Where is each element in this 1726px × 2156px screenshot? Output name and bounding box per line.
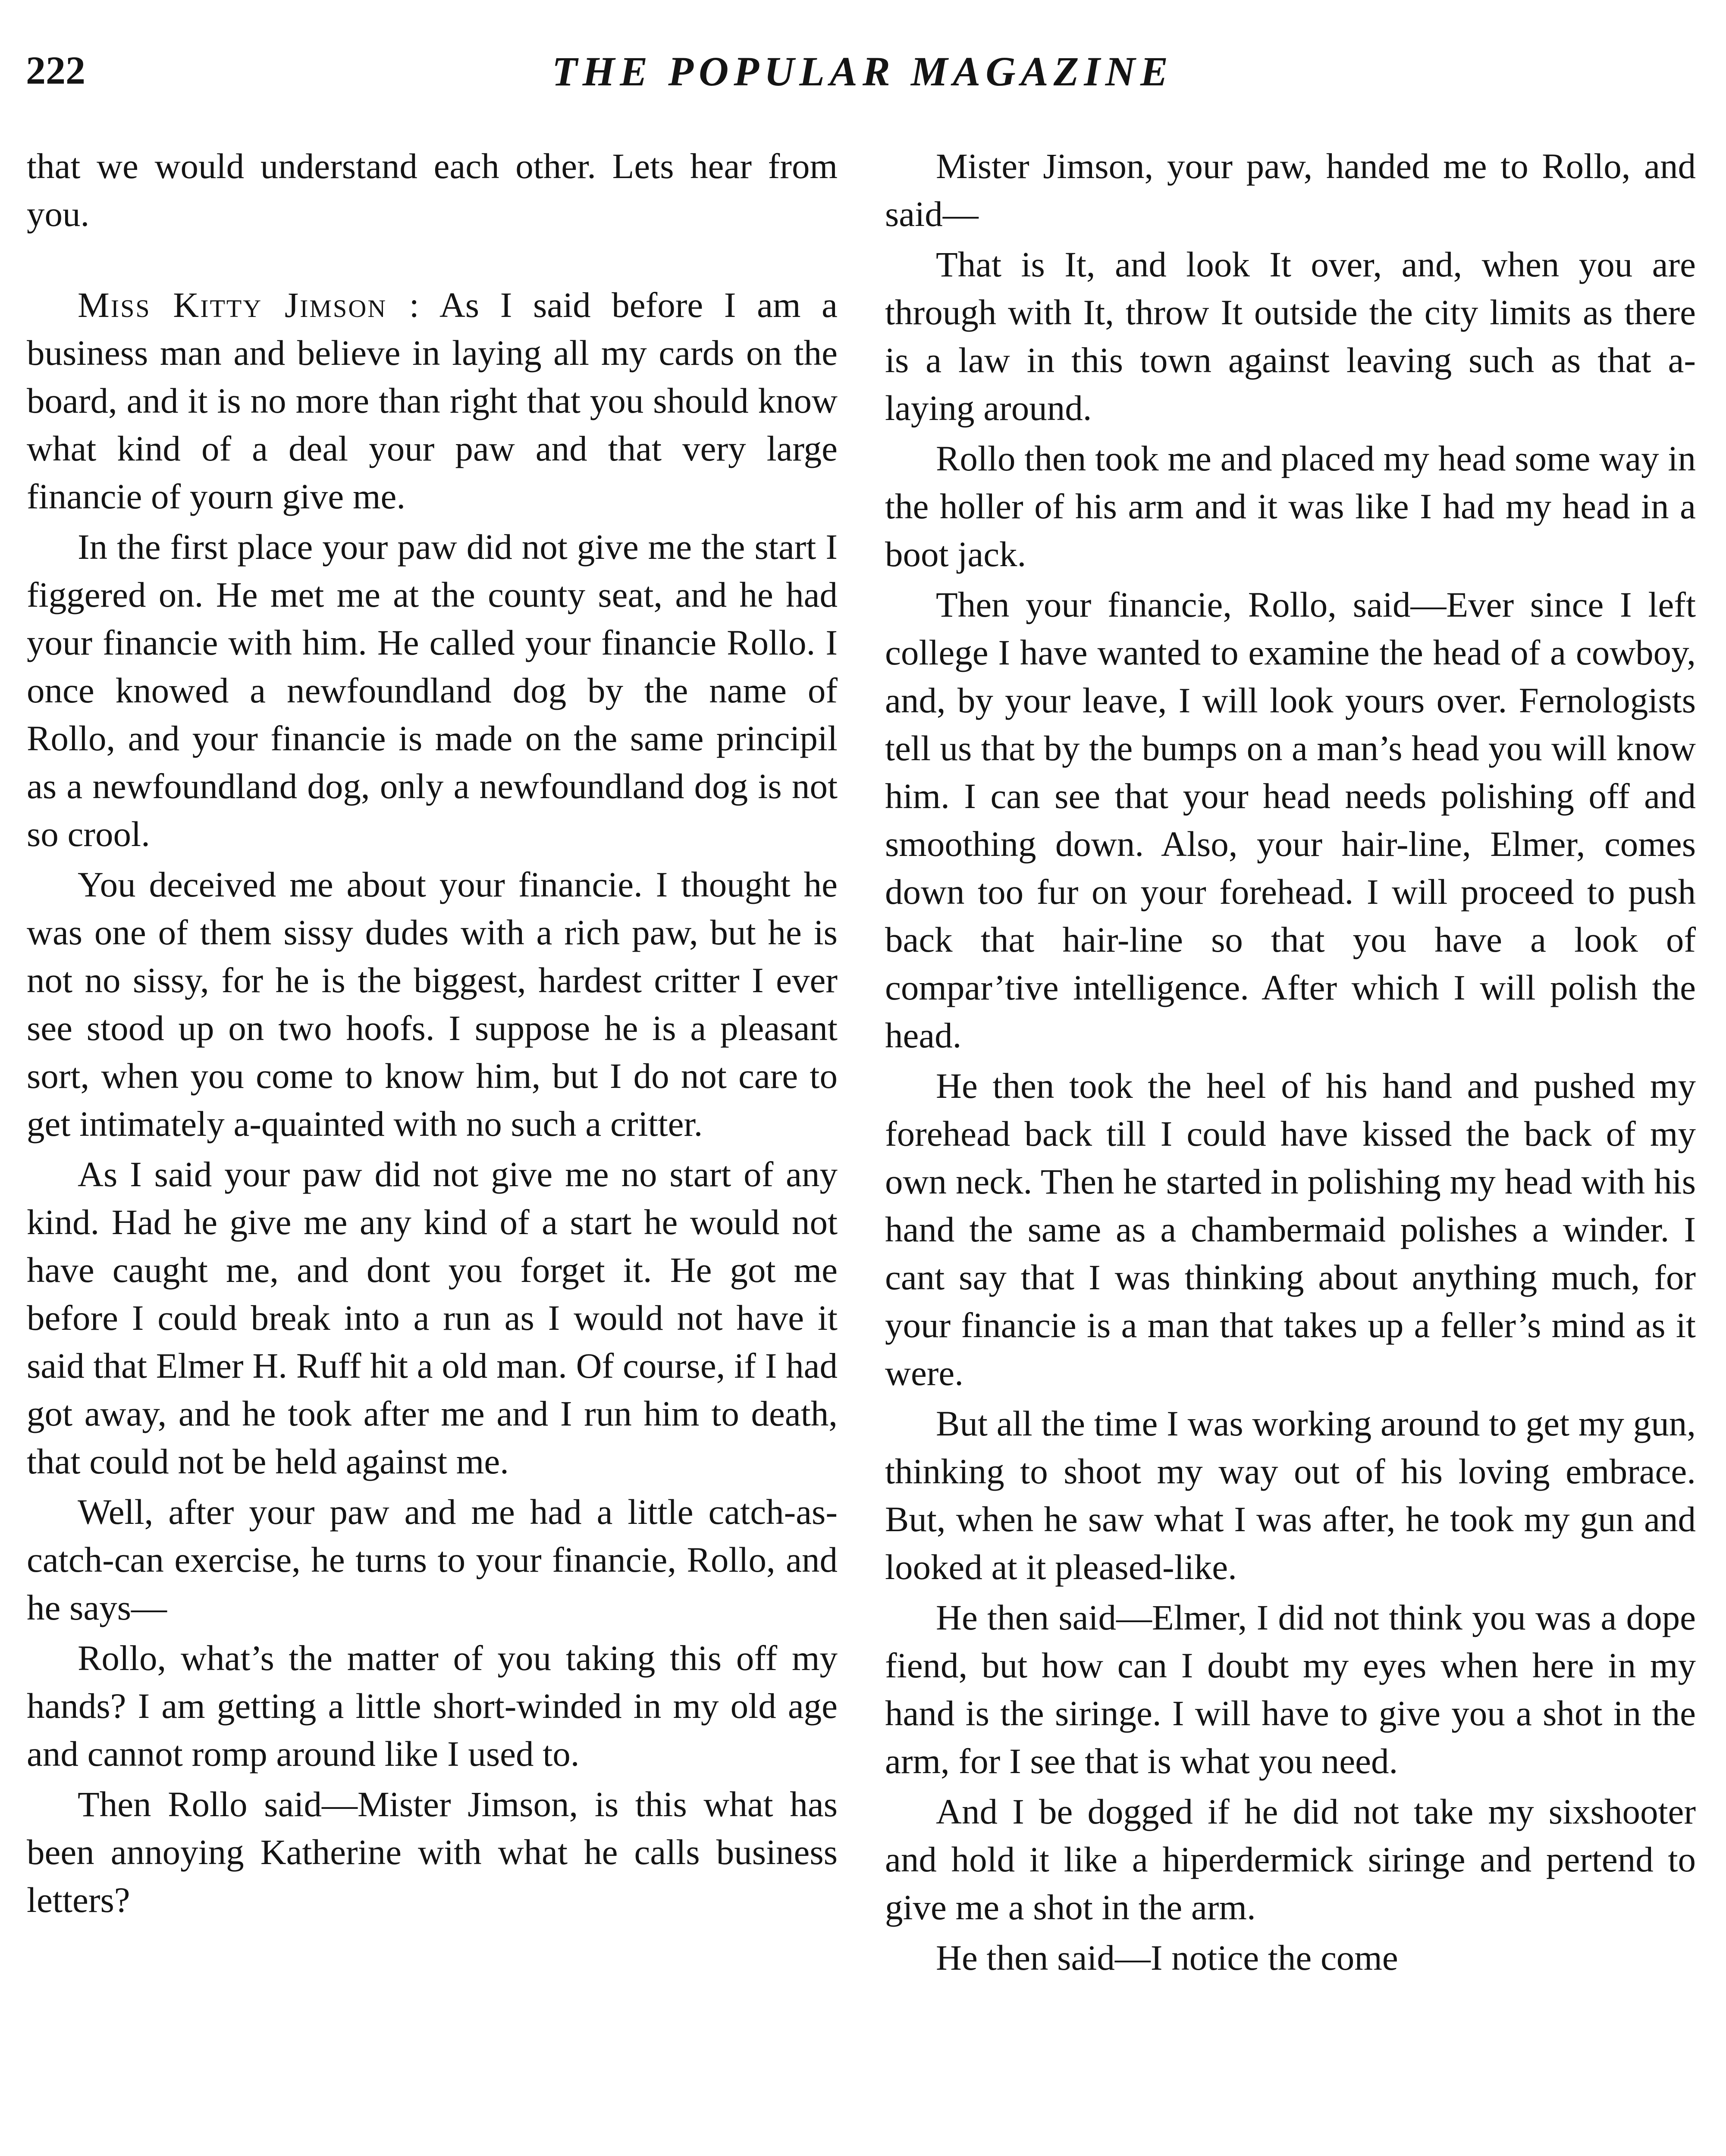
paragraph: He then said—Elmer, I did not think you was a dope fiend, but how can I doubt my eyes when here in my hand is the siringe. I will have to give you a shot in the arm, for I see that is what you need. bbox=[885, 1598, 1696, 1781]
paragraph: And I be dogged if he did not take my sixshooter and hold it like a hiperdermick siringe and pertend to give me a shot in the arm. bbox=[885, 1792, 1696, 1927]
paragraph: In the first place your paw did not give me the start I figgered on. He met me at the county seat, and he had your financie with him. He called your financie Rollo. I once knowed a newfoundland dog by the name of Rollo, and your financie is made on the same principil as a newfoundland dog, only a newfoundland dog is not so crool. bbox=[27, 527, 838, 854]
paragraph: Then your financie, Rollo, said—Ever since I left college I have wanted to examine the head of a cowboy, and, by your leave, I will look yours over. Fernologists tell us that by the bumps on a man’s head you will know him. I can see that your head needs polishing off and smoothing down. Also, your hair-line, Elmer, comes down too fur on your forehead. I will proceed to push back that hair-line so that you have a look of compar’tive intelligence. After which I will polish the head. bbox=[885, 585, 1696, 1055]
paragraph: Rollo then took me and placed my head some way in the holler of his arm and it was like I had my head in a boot jack. bbox=[885, 439, 1696, 574]
paragraph: He then took the heel of his hand and pushed my forehead back till I could have kissed the back of my own neck. Then he started in polishing my head with his hand the same as a chambermaid polishes a winder. I cant say that I was thinking about anything much, for your financie is a man that takes up a feller’s mind as it were. bbox=[885, 1066, 1696, 1393]
paragraph: Mister Jimson, your paw, handed me to Rollo, and said— bbox=[885, 146, 1696, 234]
page-header bbox=[26, 47, 1699, 112]
paragraph: You deceived me about your financie. I thought he was one of them sissy dudes with a rich paw, but he is not no sissy, for he is the biggest, hardest critter I ever see stood up on two hoofs. I suppose he is a pleasant sort, when you come to know him, but I do not care to get intimately a-quainted with no such a critter. bbox=[27, 865, 838, 1144]
paragraph: Well, after your paw and me had a little catch-as-catch-can exercise, he turns to your financie, Rollo, and he says— bbox=[27, 1492, 838, 1627]
paragraph: As I said your paw did not give me no start of any kind. Had he give me any kind of a start he would not have caught me, and dont you forget it. He got me before I could break into a run as I would not have it said that Elmer H. Ruff hit a old man. Of course, if I had got away, and he took after me and I run him to death, that could not be held against me. bbox=[27, 1154, 838, 1481]
paragraph: He then said—I notice the come bbox=[936, 1938, 1398, 1977]
paragraph: Then Rollo said—Mister Jimson, is this what has been annoying Katherine with what he calls business letters? bbox=[27, 1784, 838, 1920]
running-title: THE POPULAR MAGAZINE bbox=[552, 48, 1174, 94]
paragraph-salutation bbox=[27, 281, 838, 520]
right-column bbox=[885, 142, 1696, 1984]
left-column bbox=[27, 142, 838, 1927]
salutation: Miss Kitty Jimson : bbox=[78, 285, 421, 325]
paragraph: that we would understand each other. Lets hear from you. bbox=[27, 146, 838, 234]
paragraph-text: As I said before I am a business man and believe in laying all my cards on the board, and it is no more than right that you should know what kind of a deal your paw and that very large financie of yourn give me. bbox=[27, 285, 838, 516]
paragraph: That is It, and look It over, and, when you are through with It, throw It outside the city limits as there is a law in this town against leaving such as that a-laying around. bbox=[885, 244, 1696, 428]
page-number: 222 bbox=[26, 48, 85, 92]
paragraph: Rollo, what’s the matter of you taking this off my hands? I am getting a little short-winded in my old age and cannot romp around like I used to. bbox=[27, 1638, 838, 1774]
paragraph: But all the time I was working around to get my gun, thinking to shoot my way out of his loving embrace. But, when he saw what I was after, he took my gun and looked at it pleased-like. bbox=[885, 1404, 1696, 1587]
